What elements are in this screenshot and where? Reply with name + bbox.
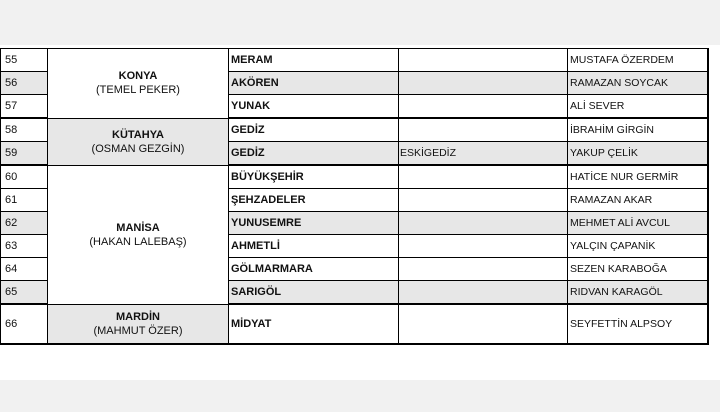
candidate-cell: RIDVAN KARAGÖL [568, 281, 708, 305]
candidate-cell: İBRAHİM GİRGİN [568, 118, 708, 142]
row-number: 62 [1, 212, 48, 235]
district-cell: BÜYÜKŞEHİR [229, 165, 399, 189]
district-cell: MERAM [229, 49, 399, 72]
province-cell [48, 118, 229, 165]
sub-district-cell [399, 281, 568, 305]
table-row [1, 304, 708, 344]
sub-district-cell [399, 72, 568, 95]
candidate-cell: MUSTAFA ÖZERDEM [568, 49, 708, 72]
sub-district-cell [399, 212, 568, 235]
sub-district-cell: ESKİGEDİZ [399, 142, 568, 166]
row-number: 56 [1, 72, 48, 95]
table-row [1, 118, 708, 142]
province-name: MARDİN [116, 310, 160, 323]
candidate-cell: SEZEN KARABOĞA [568, 258, 708, 281]
row-number: 59 [1, 142, 48, 166]
row-number: 66 [1, 304, 48, 344]
bottom-margin [0, 380, 720, 412]
row-number: 61 [1, 189, 48, 212]
district-cell: GEDİZ [229, 142, 399, 166]
row-number: 65 [1, 281, 48, 305]
district-cell: GÖLMARMARA [229, 258, 399, 281]
candidate-table [0, 48, 709, 345]
candidate-cell: YAKUP ÇELİK [568, 142, 708, 166]
district-cell: MİDYAT [229, 304, 399, 344]
sub-district-cell [399, 165, 568, 189]
district-cell: GEDİZ [229, 118, 399, 142]
table-row [1, 49, 708, 72]
province-cell [48, 165, 229, 304]
province-person: (TEMEL PEKER) [96, 84, 180, 97]
province-name: MANİSA [116, 221, 160, 234]
sub-district-cell [399, 49, 568, 72]
row-number: 58 [1, 118, 48, 142]
table-row [1, 165, 708, 189]
candidate-cell: MEHMET ALİ AVCUL [568, 212, 708, 235]
sub-district-cell [399, 189, 568, 212]
district-cell: YUNUSEMRE [229, 212, 399, 235]
district-cell: ŞEHZADELER [229, 189, 399, 212]
province-person: (MAHMUT ÖZER) [93, 324, 183, 337]
sub-district-cell [399, 118, 568, 142]
candidate-cell: HATİCE NUR GERMİR [568, 165, 708, 189]
candidate-cell: RAMAZAN SOYCAK [568, 72, 708, 95]
district-cell: AKÖREN [229, 72, 399, 95]
province-cell [48, 304, 229, 344]
province-name: KÜTAHYA [112, 128, 164, 141]
province-cell [48, 49, 229, 119]
district-cell: AHMETLİ [229, 235, 399, 258]
candidate-cell: ALİ SEVER [568, 95, 708, 119]
row-number: 55 [1, 49, 48, 72]
row-number: 60 [1, 165, 48, 189]
top-margin [0, 0, 720, 45]
candidate-cell: RAMAZAN AKAR [568, 189, 708, 212]
candidate-cell: SEYFETTİN ALPSOY [568, 304, 708, 344]
sub-district-cell [399, 235, 568, 258]
sub-district-cell [399, 258, 568, 281]
province-person: (OSMAN GEZGİN) [91, 142, 185, 155]
sub-district-cell [399, 95, 568, 119]
row-number: 64 [1, 258, 48, 281]
row-number: 57 [1, 95, 48, 119]
row-number: 63 [1, 235, 48, 258]
district-cell: YUNAK [229, 95, 399, 119]
province-name: KONYA [118, 70, 158, 83]
sub-district-cell [399, 304, 568, 344]
district-cell: SARIGÖL [229, 281, 399, 305]
candidate-cell: YALÇIN ÇAPANİK [568, 235, 708, 258]
province-person: (HAKAN LALEBAŞ) [89, 235, 187, 248]
